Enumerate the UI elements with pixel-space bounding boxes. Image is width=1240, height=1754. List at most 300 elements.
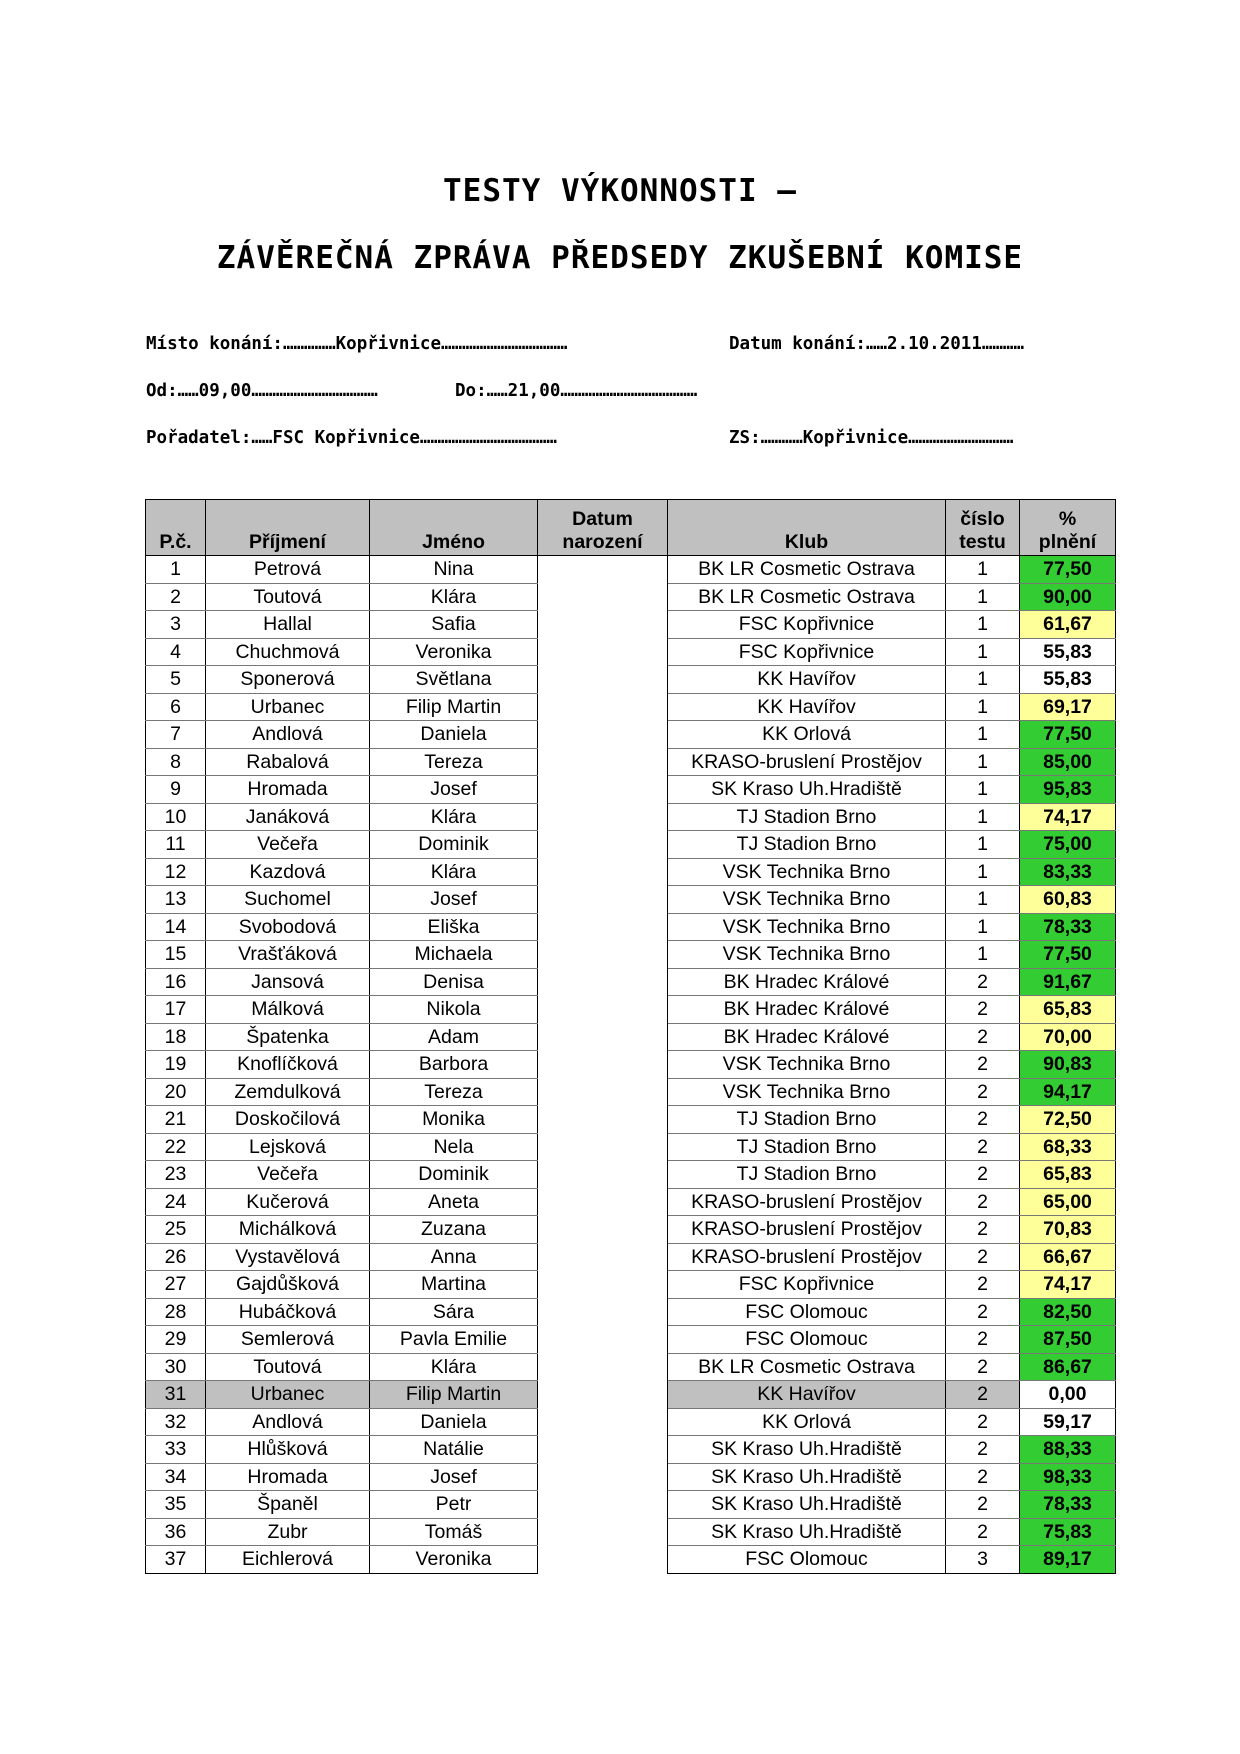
table-header-row — [146, 500, 1116, 556]
cell-name: Daniela — [370, 721, 538, 749]
cell-birth-date — [538, 858, 668, 886]
cell-birth-date — [538, 913, 668, 941]
cell-percent: 77,50 — [1020, 721, 1116, 749]
table-row — [146, 886, 1116, 914]
zs-field: ZS:…………Kopřivnice………………………… — [729, 428, 1014, 448]
cell-name: Safia — [370, 611, 538, 639]
cell-name: Anna — [370, 1243, 538, 1271]
cell-surname: Michálková — [206, 1216, 370, 1244]
cell-birth-date — [538, 1546, 668, 1574]
cell-number: 32 — [146, 1408, 206, 1436]
cell-birth-date — [538, 1271, 668, 1299]
cell-club: BK Hradec Králové — [668, 1023, 946, 1051]
from-time-field: Od:……09,00……………………………… — [146, 381, 378, 401]
cell-birth-date — [538, 1023, 668, 1051]
cell-name: Tereza — [370, 748, 538, 776]
cell-test-number: 2 — [946, 1106, 1020, 1134]
cell-number: 17 — [146, 996, 206, 1024]
cell-test-number: 2 — [946, 1023, 1020, 1051]
cell-number: 34 — [146, 1463, 206, 1491]
cell-name: Eliška — [370, 913, 538, 941]
cell-number: 31 — [146, 1381, 206, 1409]
cell-club: SK Kraso Uh.Hradiště — [668, 1518, 946, 1546]
cell-surname: Janáková — [206, 803, 370, 831]
cell-number: 20 — [146, 1078, 206, 1106]
cell-number: 30 — [146, 1353, 206, 1381]
cell-club: FSC Olomouc — [668, 1298, 946, 1326]
cell-name: Josef — [370, 776, 538, 804]
cell-test-number: 2 — [946, 1078, 1020, 1106]
table-row — [146, 1051, 1116, 1079]
organizer-field: Pořadatel:……FSC Kopřivnice………………………………… — [146, 428, 557, 448]
cell-club: KK Orlová — [668, 1408, 946, 1436]
cell-surname: Petrová — [206, 556, 370, 584]
cell-name: Petr — [370, 1491, 538, 1519]
cell-percent: 55,83 — [1020, 638, 1116, 666]
header-percent: % plnění — [1020, 500, 1116, 556]
table-row — [146, 996, 1116, 1024]
cell-surname: Hubáčková — [206, 1298, 370, 1326]
cell-number: 33 — [146, 1436, 206, 1464]
cell-number: 1 — [146, 556, 206, 584]
cell-birth-date — [538, 556, 668, 584]
table-row — [146, 1463, 1116, 1491]
cell-name: Zuzana — [370, 1216, 538, 1244]
cell-club: BK LR Cosmetic Ostrava — [668, 583, 946, 611]
cell-club: TJ Stadion Brno — [668, 831, 946, 859]
cell-percent: 85,00 — [1020, 748, 1116, 776]
cell-club: VSK Technika Brno — [668, 1078, 946, 1106]
table-row — [146, 1188, 1116, 1216]
cell-surname: Kazdová — [206, 858, 370, 886]
cell-name: Michaela — [370, 941, 538, 969]
cell-percent: 55,83 — [1020, 666, 1116, 694]
cell-name: Aneta — [370, 1188, 538, 1216]
cell-number: 37 — [146, 1546, 206, 1574]
cell-club: BK LR Cosmetic Ostrava — [668, 1353, 946, 1381]
cell-birth-date — [538, 968, 668, 996]
cell-percent: 68,33 — [1020, 1133, 1116, 1161]
cell-number: 13 — [146, 886, 206, 914]
cell-surname: Hromada — [206, 776, 370, 804]
cell-birth-date — [538, 1353, 668, 1381]
cell-surname: Urbanec — [206, 1381, 370, 1409]
table-row — [146, 666, 1116, 694]
table-row — [146, 1106, 1116, 1134]
cell-surname: Doskočilová — [206, 1106, 370, 1134]
cell-test-number: 1 — [946, 693, 1020, 721]
cell-birth-date — [538, 721, 668, 749]
cell-name: Pavla Emilie — [370, 1326, 538, 1354]
cell-test-number: 2 — [946, 1353, 1020, 1381]
cell-birth-date — [538, 1408, 668, 1436]
cell-birth-date — [538, 1326, 668, 1354]
document-title-line2: ZÁVĚREČNÁ ZPRÁVA PŘEDSEDY ZKUŠEBNÍ KOMISE — [216, 240, 1024, 276]
cell-surname: Semlerová — [206, 1326, 370, 1354]
cell-test-number: 1 — [946, 858, 1020, 886]
cell-surname: Rabalová — [206, 748, 370, 776]
cell-test-number: 2 — [946, 996, 1020, 1024]
cell-surname: Zemdulková — [206, 1078, 370, 1106]
cell-percent: 87,50 — [1020, 1326, 1116, 1354]
cell-percent: 78,33 — [1020, 913, 1116, 941]
cell-number: 21 — [146, 1106, 206, 1134]
cell-test-number: 1 — [946, 583, 1020, 611]
cell-percent: 77,50 — [1020, 556, 1116, 584]
cell-name: Nina — [370, 556, 538, 584]
cell-number: 3 — [146, 611, 206, 639]
cell-surname: Kučerová — [206, 1188, 370, 1216]
header-birth-date: Datum narození — [538, 500, 668, 556]
table-row — [146, 1133, 1116, 1161]
cell-test-number: 2 — [946, 1298, 1020, 1326]
cell-surname: Vrašťáková — [206, 941, 370, 969]
cell-percent: 74,17 — [1020, 1271, 1116, 1299]
cell-birth-date — [538, 1381, 668, 1409]
cell-club: TJ Stadion Brno — [668, 1133, 946, 1161]
cell-percent: 83,33 — [1020, 858, 1116, 886]
cell-number: 6 — [146, 693, 206, 721]
cell-percent: 98,33 — [1020, 1463, 1116, 1491]
table-row — [146, 803, 1116, 831]
cell-test-number: 1 — [946, 831, 1020, 859]
table-row — [146, 1408, 1116, 1436]
cell-test-number: 2 — [946, 1051, 1020, 1079]
cell-number: 14 — [146, 913, 206, 941]
cell-percent: 74,17 — [1020, 803, 1116, 831]
cell-percent: 69,17 — [1020, 693, 1116, 721]
cell-test-number: 1 — [946, 666, 1020, 694]
cell-name: Dominik — [370, 831, 538, 859]
cell-birth-date — [538, 1298, 668, 1326]
cell-surname: Málková — [206, 996, 370, 1024]
table-row — [146, 1436, 1116, 1464]
cell-percent: 82,50 — [1020, 1298, 1116, 1326]
cell-test-number: 1 — [946, 721, 1020, 749]
cell-club: BK Hradec Králové — [668, 996, 946, 1024]
cell-club: KK Orlová — [668, 721, 946, 749]
cell-percent: 89,17 — [1020, 1546, 1116, 1574]
cell-surname: Špatenka — [206, 1023, 370, 1051]
cell-test-number: 1 — [946, 913, 1020, 941]
cell-number: 11 — [146, 831, 206, 859]
cell-surname: Urbanec — [206, 693, 370, 721]
cell-percent: 61,67 — [1020, 611, 1116, 639]
cell-name: Veronika — [370, 638, 538, 666]
cell-test-number: 2 — [946, 1161, 1020, 1189]
cell-number: 10 — [146, 803, 206, 831]
table-row — [146, 941, 1116, 969]
cell-surname: Andlová — [206, 1408, 370, 1436]
cell-number: 26 — [146, 1243, 206, 1271]
cell-number: 12 — [146, 858, 206, 886]
cell-name: Denisa — [370, 968, 538, 996]
cell-percent: 77,50 — [1020, 941, 1116, 969]
cell-club: KRASO-bruslení Prostějov — [668, 1188, 946, 1216]
cell-surname: Chuchmová — [206, 638, 370, 666]
cell-surname: Sponerová — [206, 666, 370, 694]
cell-club: KRASO-bruslení Prostějov — [668, 1243, 946, 1271]
table-row — [146, 1161, 1116, 1189]
table-row — [146, 831, 1116, 859]
cell-number: 15 — [146, 941, 206, 969]
cell-test-number: 2 — [946, 1463, 1020, 1491]
cell-number: 27 — [146, 1271, 206, 1299]
cell-surname: Knoflíčková — [206, 1051, 370, 1079]
cell-test-number: 2 — [946, 1436, 1020, 1464]
cell-birth-date — [538, 1078, 668, 1106]
cell-birth-date — [538, 776, 668, 804]
cell-percent: 70,00 — [1020, 1023, 1116, 1051]
cell-test-number: 1 — [946, 556, 1020, 584]
cell-percent: 59,17 — [1020, 1408, 1116, 1436]
cell-club: FSC Olomouc — [668, 1326, 946, 1354]
cell-percent: 65,83 — [1020, 996, 1116, 1024]
cell-club: KK Havířov — [668, 1381, 946, 1409]
cell-percent: 95,83 — [1020, 776, 1116, 804]
cell-birth-date — [538, 1243, 668, 1271]
cell-number: 22 — [146, 1133, 206, 1161]
table-row — [146, 1243, 1116, 1271]
table-row — [146, 638, 1116, 666]
cell-club: SK Kraso Uh.Hradiště — [668, 776, 946, 804]
header-surname: Příjmení — [206, 500, 370, 556]
cell-number: 29 — [146, 1326, 206, 1354]
cell-surname: Eichlerová — [206, 1546, 370, 1574]
header-club: Klub — [668, 500, 946, 556]
cell-surname: Španěl — [206, 1491, 370, 1519]
table-row — [146, 611, 1116, 639]
cell-name: Filip Martin — [370, 1381, 538, 1409]
cell-number: 25 — [146, 1216, 206, 1244]
cell-club: FSC Kopřivnice — [668, 638, 946, 666]
cell-name: Klára — [370, 803, 538, 831]
cell-number: 28 — [146, 1298, 206, 1326]
cell-number: 18 — [146, 1023, 206, 1051]
document-title-line1: TESTY VÝKONNOSTI – — [443, 173, 797, 209]
cell-birth-date — [538, 831, 668, 859]
cell-test-number: 1 — [946, 638, 1020, 666]
cell-club: VSK Technika Brno — [668, 941, 946, 969]
cell-test-number: 1 — [946, 611, 1020, 639]
cell-surname: Svobodová — [206, 913, 370, 941]
cell-birth-date — [538, 1436, 668, 1464]
cell-number: 4 — [146, 638, 206, 666]
cell-birth-date — [538, 1518, 668, 1546]
cell-birth-date — [538, 1188, 668, 1216]
cell-number: 2 — [146, 583, 206, 611]
cell-surname: Toutová — [206, 583, 370, 611]
cell-birth-date — [538, 638, 668, 666]
cell-birth-date — [538, 886, 668, 914]
cell-name: Světlana — [370, 666, 538, 694]
cell-test-number: 2 — [946, 1133, 1020, 1161]
cell-name: Dominik — [370, 1161, 538, 1189]
table-row — [146, 1381, 1116, 1409]
cell-surname: Suchomel — [206, 886, 370, 914]
cell-test-number: 1 — [946, 803, 1020, 831]
cell-number: 9 — [146, 776, 206, 804]
cell-name: Monika — [370, 1106, 538, 1134]
cell-percent: 75,00 — [1020, 831, 1116, 859]
cell-club: VSK Technika Brno — [668, 858, 946, 886]
cell-birth-date — [538, 748, 668, 776]
cell-surname: Vystavělová — [206, 1243, 370, 1271]
table-row — [146, 913, 1116, 941]
cell-test-number: 2 — [946, 1326, 1020, 1354]
cell-test-number: 2 — [946, 1271, 1020, 1299]
cell-club: BK Hradec Králové — [668, 968, 946, 996]
cell-test-number: 1 — [946, 776, 1020, 804]
table-row — [146, 693, 1116, 721]
cell-number: 7 — [146, 721, 206, 749]
cell-percent: 60,83 — [1020, 886, 1116, 914]
cell-number: 35 — [146, 1491, 206, 1519]
cell-club: BK LR Cosmetic Ostrava — [668, 556, 946, 584]
cell-club: SK Kraso Uh.Hradiště — [668, 1491, 946, 1519]
venue-field: Místo konání:……………Kopřivnice……………………………… — [146, 334, 568, 354]
table-row — [146, 968, 1116, 996]
cell-name: Natálie — [370, 1436, 538, 1464]
cell-club: KRASO-bruslení Prostějov — [668, 1216, 946, 1244]
cell-surname: Večeřa — [206, 831, 370, 859]
cell-test-number: 2 — [946, 1381, 1020, 1409]
cell-birth-date — [538, 996, 668, 1024]
cell-club: VSK Technika Brno — [668, 886, 946, 914]
cell-test-number: 1 — [946, 886, 1020, 914]
cell-surname: Andlová — [206, 721, 370, 749]
cell-test-number: 2 — [946, 968, 1020, 996]
cell-name: Barbora — [370, 1051, 538, 1079]
cell-surname: Hlůšková — [206, 1436, 370, 1464]
cell-test-number: 2 — [946, 1518, 1020, 1546]
cell-birth-date — [538, 1051, 668, 1079]
cell-name: Adam — [370, 1023, 538, 1051]
cell-test-number: 3 — [946, 1546, 1020, 1574]
cell-percent: 65,83 — [1020, 1161, 1116, 1189]
cell-percent: 66,67 — [1020, 1243, 1116, 1271]
table-row — [146, 1491, 1116, 1519]
cell-test-number: 2 — [946, 1408, 1020, 1436]
cell-test-number: 1 — [946, 941, 1020, 969]
cell-name: Tereza — [370, 1078, 538, 1106]
cell-club: TJ Stadion Brno — [668, 1161, 946, 1189]
cell-surname: Večeřa — [206, 1161, 370, 1189]
cell-name: Nela — [370, 1133, 538, 1161]
table-row — [146, 1298, 1116, 1326]
cell-surname: Hallal — [206, 611, 370, 639]
cell-club: VSK Technika Brno — [668, 913, 946, 941]
table-row — [146, 583, 1116, 611]
table-row — [146, 776, 1116, 804]
cell-percent: 86,67 — [1020, 1353, 1116, 1381]
cell-birth-date — [538, 583, 668, 611]
cell-club: KK Havířov — [668, 693, 946, 721]
table-row — [146, 1023, 1116, 1051]
table-row — [146, 556, 1116, 584]
cell-name: Klára — [370, 583, 538, 611]
table-row — [146, 858, 1116, 886]
cell-birth-date — [538, 803, 668, 831]
cell-test-number: 1 — [946, 748, 1020, 776]
cell-club: FSC Kopřivnice — [668, 1271, 946, 1299]
cell-number: 8 — [146, 748, 206, 776]
table-row — [146, 1546, 1116, 1574]
cell-name: Josef — [370, 1463, 538, 1491]
cell-name: Klára — [370, 858, 538, 886]
table-row — [146, 748, 1116, 776]
cell-surname: Toutová — [206, 1353, 370, 1381]
results-table — [145, 499, 1116, 1574]
cell-test-number: 2 — [946, 1216, 1020, 1244]
cell-surname: Jansová — [206, 968, 370, 996]
table-row — [146, 1518, 1116, 1546]
cell-club: FSC Kopřivnice — [668, 611, 946, 639]
cell-birth-date — [538, 1463, 668, 1491]
cell-club: SK Kraso Uh.Hradiště — [668, 1463, 946, 1491]
cell-percent: 94,17 — [1020, 1078, 1116, 1106]
cell-name: Daniela — [370, 1408, 538, 1436]
cell-name: Nikola — [370, 996, 538, 1024]
cell-surname: Hromada — [206, 1463, 370, 1491]
cell-percent: 65,00 — [1020, 1188, 1116, 1216]
cell-birth-date — [538, 611, 668, 639]
cell-name: Josef — [370, 886, 538, 914]
cell-percent: 0,00 — [1020, 1381, 1116, 1409]
cell-number: 36 — [146, 1518, 206, 1546]
cell-birth-date — [538, 1106, 668, 1134]
cell-test-number: 2 — [946, 1491, 1020, 1519]
header-number: P.č. — [146, 500, 206, 556]
cell-birth-date — [538, 666, 668, 694]
cell-birth-date — [538, 1161, 668, 1189]
cell-number: 5 — [146, 666, 206, 694]
cell-birth-date — [538, 1133, 668, 1161]
cell-number: 23 — [146, 1161, 206, 1189]
cell-name: Tomáš — [370, 1518, 538, 1546]
cell-surname: Zubr — [206, 1518, 370, 1546]
cell-club: FSC Olomouc — [668, 1546, 946, 1574]
cell-name: Filip Martin — [370, 693, 538, 721]
cell-club: TJ Stadion Brno — [668, 1106, 946, 1134]
cell-club: VSK Technika Brno — [668, 1051, 946, 1079]
cell-club: SK Kraso Uh.Hradiště — [668, 1436, 946, 1464]
table-row — [146, 1271, 1116, 1299]
cell-percent: 91,67 — [1020, 968, 1116, 996]
cell-percent: 90,00 — [1020, 583, 1116, 611]
cell-number: 24 — [146, 1188, 206, 1216]
table-row — [146, 1326, 1116, 1354]
header-name: Jméno — [370, 500, 538, 556]
cell-percent: 72,50 — [1020, 1106, 1116, 1134]
cell-birth-date — [538, 1491, 668, 1519]
cell-name: Veronika — [370, 1546, 538, 1574]
cell-number: 16 — [146, 968, 206, 996]
date-field: Datum konání:……2.10.2011………… — [729, 334, 1025, 354]
cell-surname: Gajdůšková — [206, 1271, 370, 1299]
cell-percent: 88,33 — [1020, 1436, 1116, 1464]
cell-club: KK Havířov — [668, 666, 946, 694]
cell-birth-date — [538, 693, 668, 721]
cell-percent: 75,83 — [1020, 1518, 1116, 1546]
cell-name: Klára — [370, 1353, 538, 1381]
header-test-number: číslo testu — [946, 500, 1020, 556]
cell-test-number: 2 — [946, 1188, 1020, 1216]
cell-percent: 90,83 — [1020, 1051, 1116, 1079]
table-row — [146, 1353, 1116, 1381]
table-row — [146, 1078, 1116, 1106]
cell-number: 19 — [146, 1051, 206, 1079]
